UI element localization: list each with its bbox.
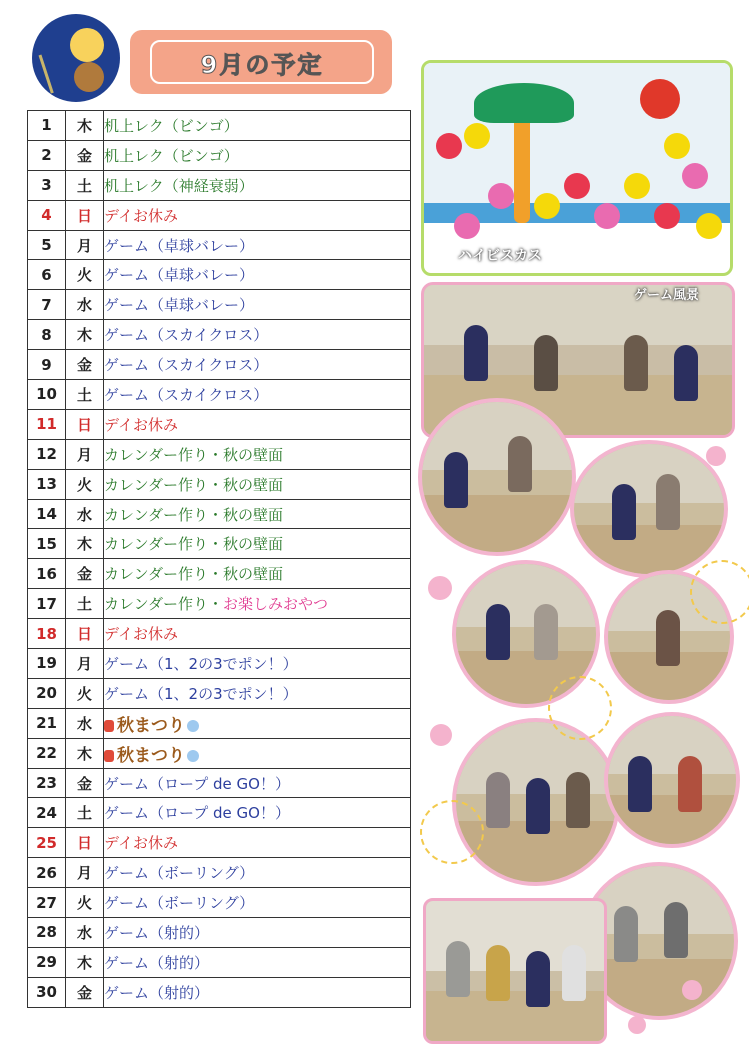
schedule-row xyxy=(28,290,411,320)
hibiscus-caption: ハイビスカス xyxy=(458,248,542,264)
day-number: 25 xyxy=(28,828,66,858)
weekday: 木 xyxy=(66,529,104,559)
moon-icon xyxy=(70,28,104,62)
schedule-row xyxy=(28,409,411,439)
schedule-row xyxy=(28,559,411,589)
palm-leaves xyxy=(474,83,574,123)
day-number: 19 xyxy=(28,649,66,679)
decoration-dot xyxy=(682,980,702,1000)
weekday: 木 xyxy=(66,111,104,141)
participant xyxy=(486,772,510,828)
day-number: 14 xyxy=(28,499,66,529)
weekday: 土 xyxy=(66,589,104,619)
decoration-dot xyxy=(430,724,452,746)
activity-cell xyxy=(104,230,411,260)
schedule-row xyxy=(28,589,411,619)
day-number: 24 xyxy=(28,798,66,828)
activity-cell xyxy=(104,380,411,410)
firework-decoration xyxy=(690,560,749,624)
activity-text: ゲーム（ロープ de GO！） xyxy=(104,804,290,823)
day-number: 18 xyxy=(28,619,66,649)
participant xyxy=(534,335,558,391)
activity-cell xyxy=(104,320,411,350)
sun-icon xyxy=(640,79,680,119)
day-number: 11 xyxy=(28,409,66,439)
hibiscus-flower xyxy=(664,133,690,159)
participant xyxy=(614,906,638,962)
activity-cell xyxy=(104,350,411,380)
day-number: 2 xyxy=(28,140,66,170)
participant xyxy=(562,945,586,1001)
activity-cell xyxy=(104,738,411,768)
day-number: 20 xyxy=(28,678,66,708)
activity-cell xyxy=(104,678,411,708)
weekday: 金 xyxy=(66,350,104,380)
participant xyxy=(526,951,550,1007)
day-number: 15 xyxy=(28,529,66,559)
weekday: 水 xyxy=(66,499,104,529)
schedule-table xyxy=(27,110,411,1008)
participant xyxy=(566,772,590,828)
activity-text: ゲーム（スカイクロス） xyxy=(104,385,269,404)
participant xyxy=(656,610,680,666)
day-number: 13 xyxy=(28,469,66,499)
page-title: 9月の予定 xyxy=(200,50,324,79)
hibiscus-artwork-photo xyxy=(421,60,733,276)
activity-cell xyxy=(104,290,411,320)
activity-cell xyxy=(104,858,411,888)
hibiscus-flower xyxy=(696,213,722,239)
activity-text: ゲーム（スカイクロス） xyxy=(104,356,269,375)
staff-member xyxy=(486,604,510,660)
schedule-row xyxy=(28,380,411,410)
activity-text: 机上レク（ビンゴ） xyxy=(104,146,239,165)
activity-text: カレンダー作り・秋の壁面 xyxy=(104,475,284,494)
hibiscus-flower xyxy=(624,173,650,199)
schedule-row xyxy=(28,170,411,200)
activity-text: カレンダー作り・秋の壁面 xyxy=(104,505,284,524)
participant xyxy=(674,345,698,401)
weekday: 土 xyxy=(66,798,104,828)
activity-text: デイお休み xyxy=(104,834,178,853)
activity-photo-circle xyxy=(604,712,740,848)
participant xyxy=(656,474,680,530)
activity-cell xyxy=(104,977,411,1007)
schedule-row xyxy=(28,140,411,170)
activity-text: 秋まつり xyxy=(117,715,185,736)
activity-cell xyxy=(104,200,411,230)
activity-photo-circle xyxy=(452,718,620,886)
weekday: 土 xyxy=(66,380,104,410)
weekday: 火 xyxy=(66,888,104,918)
weekday: 日 xyxy=(66,200,104,230)
activity-text: ゲーム（ロープ de GO！） xyxy=(104,774,290,793)
day-number: 3 xyxy=(28,170,66,200)
decoration-dot xyxy=(706,446,726,466)
weekday: 木 xyxy=(66,738,104,768)
activity-cell xyxy=(104,439,411,469)
participant xyxy=(464,325,488,381)
weekday: 月 xyxy=(66,439,104,469)
activity-text: カレンダー作り・秋の壁面 xyxy=(104,535,284,554)
weekday: 金 xyxy=(66,140,104,170)
activity-text: デイお休み xyxy=(104,206,178,225)
activity-text: カレンダー作り・秋の壁面 xyxy=(104,445,284,464)
schedule-row xyxy=(28,708,411,738)
palm-trunk xyxy=(514,113,530,223)
day-number: 5 xyxy=(28,230,66,260)
day-number: 12 xyxy=(28,439,66,469)
title-frame xyxy=(150,40,374,84)
weekday: 金 xyxy=(66,977,104,1007)
activity-photo-circle xyxy=(418,398,576,556)
staff-member xyxy=(612,484,636,540)
activity-text: 机上レク（ビンゴ） xyxy=(104,116,239,135)
participant xyxy=(664,902,688,958)
activity-text: ゲーム（1、2の3でポン！） xyxy=(104,684,298,703)
weekday: 月 xyxy=(66,858,104,888)
schedule-row xyxy=(28,111,411,141)
schedule-row xyxy=(28,768,411,798)
activity-text: ゲーム（ボーリング） xyxy=(104,864,255,883)
weekday: 月 xyxy=(66,649,104,679)
activity-cell xyxy=(104,140,411,170)
schedule-row xyxy=(28,200,411,230)
day-number: 29 xyxy=(28,947,66,977)
weekday: 火 xyxy=(66,260,104,290)
activity-text: ゲーム（ボーリング） xyxy=(104,894,255,913)
schedule-row xyxy=(28,798,411,828)
schedule-row xyxy=(28,738,411,768)
day-number: 10 xyxy=(28,380,66,410)
hibiscus-flower xyxy=(654,203,680,229)
weekday: 水 xyxy=(66,918,104,948)
schedule-row xyxy=(28,350,411,380)
staff-member xyxy=(444,452,468,508)
balloon-icon xyxy=(187,750,199,762)
weekday: 日 xyxy=(66,409,104,439)
weekday: 水 xyxy=(66,708,104,738)
activity-cell xyxy=(104,529,411,559)
activity-cell xyxy=(104,768,411,798)
activity-text: デイお休み xyxy=(104,415,178,434)
day-number: 22 xyxy=(28,738,66,768)
participant xyxy=(446,941,470,997)
photo-wall xyxy=(456,564,596,627)
participant xyxy=(624,335,648,391)
weekday: 水 xyxy=(66,290,104,320)
activity-cell xyxy=(104,589,411,619)
schedule-row xyxy=(28,918,411,948)
decoration-dot xyxy=(628,1016,646,1034)
weekday: 日 xyxy=(66,828,104,858)
weekday: 火 xyxy=(66,678,104,708)
firework-decoration xyxy=(420,800,484,864)
hibiscus-flower xyxy=(564,173,590,199)
participant xyxy=(678,756,702,812)
activity-text: ゲーム（スカイクロス） xyxy=(104,326,269,345)
schedule-row xyxy=(28,260,411,290)
activity-cell xyxy=(104,619,411,649)
participant xyxy=(534,604,558,660)
participant xyxy=(486,945,510,1001)
activity-text: ゲーム（卓球バレー） xyxy=(104,296,255,315)
activity-cell xyxy=(104,947,411,977)
lantern-icon xyxy=(104,720,114,732)
activity-text: ゲーム（卓球バレー） xyxy=(104,236,255,255)
bowling-photo xyxy=(423,898,607,1044)
activity-text: 机上レク（神経衰弱） xyxy=(104,176,254,195)
bear-icon xyxy=(74,62,104,92)
activity-cell xyxy=(104,111,411,141)
activity-text: ゲーム（射的） xyxy=(104,953,210,972)
activity-cell xyxy=(104,649,411,679)
participant xyxy=(508,436,532,492)
activity-extra-text: お楽しみおやつ xyxy=(223,595,329,614)
hibiscus-flower xyxy=(454,213,480,239)
day-number: 26 xyxy=(28,858,66,888)
schedule-row xyxy=(28,469,411,499)
activity-cell xyxy=(104,708,411,738)
firework-decoration xyxy=(548,676,612,740)
activity-text: ゲーム（射的） xyxy=(104,923,210,942)
day-number: 4 xyxy=(28,200,66,230)
activity-text: 秋まつり xyxy=(117,745,185,766)
hibiscus-flower xyxy=(488,183,514,209)
photo-wall xyxy=(574,444,724,503)
hibiscus-flower xyxy=(464,123,490,149)
weekday: 日 xyxy=(66,619,104,649)
activity-text: ゲーム（1、2の3でポン！） xyxy=(104,654,298,673)
schedule-row xyxy=(28,619,411,649)
moon-viewing-illustration xyxy=(32,14,120,102)
weekday: 木 xyxy=(66,320,104,350)
hibiscus-flower xyxy=(594,203,620,229)
activity-cell xyxy=(104,499,411,529)
day-number: 6 xyxy=(28,260,66,290)
decoration-dot xyxy=(428,576,452,600)
schedule-row xyxy=(28,678,411,708)
staff-member xyxy=(628,756,652,812)
balloon-icon xyxy=(187,720,199,732)
game-caption: ゲーム風景 xyxy=(634,288,700,303)
activity-cell xyxy=(104,469,411,499)
activity-cell xyxy=(104,888,411,918)
day-number: 7 xyxy=(28,290,66,320)
schedule-row xyxy=(28,947,411,977)
activity-text: カレンダー作り・秋の壁面 xyxy=(104,565,284,584)
schedule-row xyxy=(28,649,411,679)
schedule-row xyxy=(28,828,411,858)
schedule-row xyxy=(28,320,411,350)
activity-cell xyxy=(104,409,411,439)
activity-cell xyxy=(104,828,411,858)
day-number: 1 xyxy=(28,111,66,141)
weekday: 月 xyxy=(66,230,104,260)
hibiscus-flower xyxy=(436,133,462,159)
weekday: 火 xyxy=(66,469,104,499)
activity-cell xyxy=(104,798,411,828)
activity-cell xyxy=(104,260,411,290)
schedule-row xyxy=(28,888,411,918)
hibiscus-flower xyxy=(534,193,560,219)
schedule-row xyxy=(28,529,411,559)
activity-text: カレンダー作り・ xyxy=(104,595,224,614)
day-number: 28 xyxy=(28,918,66,948)
day-number: 8 xyxy=(28,320,66,350)
lantern-icon xyxy=(104,750,114,762)
schedule-row xyxy=(28,439,411,469)
weekday: 金 xyxy=(66,768,104,798)
activity-cell xyxy=(104,918,411,948)
day-number: 23 xyxy=(28,768,66,798)
activity-text: ゲーム（卓球バレー） xyxy=(104,266,255,285)
day-number: 9 xyxy=(28,350,66,380)
day-number: 16 xyxy=(28,559,66,589)
weekday: 土 xyxy=(66,170,104,200)
weekday: 木 xyxy=(66,947,104,977)
day-number: 27 xyxy=(28,888,66,918)
hibiscus-flower xyxy=(682,163,708,189)
title-banner xyxy=(130,30,392,94)
staff-member xyxy=(526,778,550,834)
schedule-row xyxy=(28,858,411,888)
day-number: 17 xyxy=(28,589,66,619)
day-number: 21 xyxy=(28,708,66,738)
activity-text: デイお休み xyxy=(104,625,178,644)
activity-photo-circle xyxy=(570,440,728,578)
schedule-row xyxy=(28,977,411,1007)
activity-cell xyxy=(104,559,411,589)
weekday: 金 xyxy=(66,559,104,589)
schedule-row xyxy=(28,499,411,529)
schedule-body xyxy=(28,111,411,1008)
activity-cell xyxy=(104,170,411,200)
activity-text: ゲーム（射的） xyxy=(104,983,210,1002)
schedule-row xyxy=(28,230,411,260)
day-number: 30 xyxy=(28,977,66,1007)
